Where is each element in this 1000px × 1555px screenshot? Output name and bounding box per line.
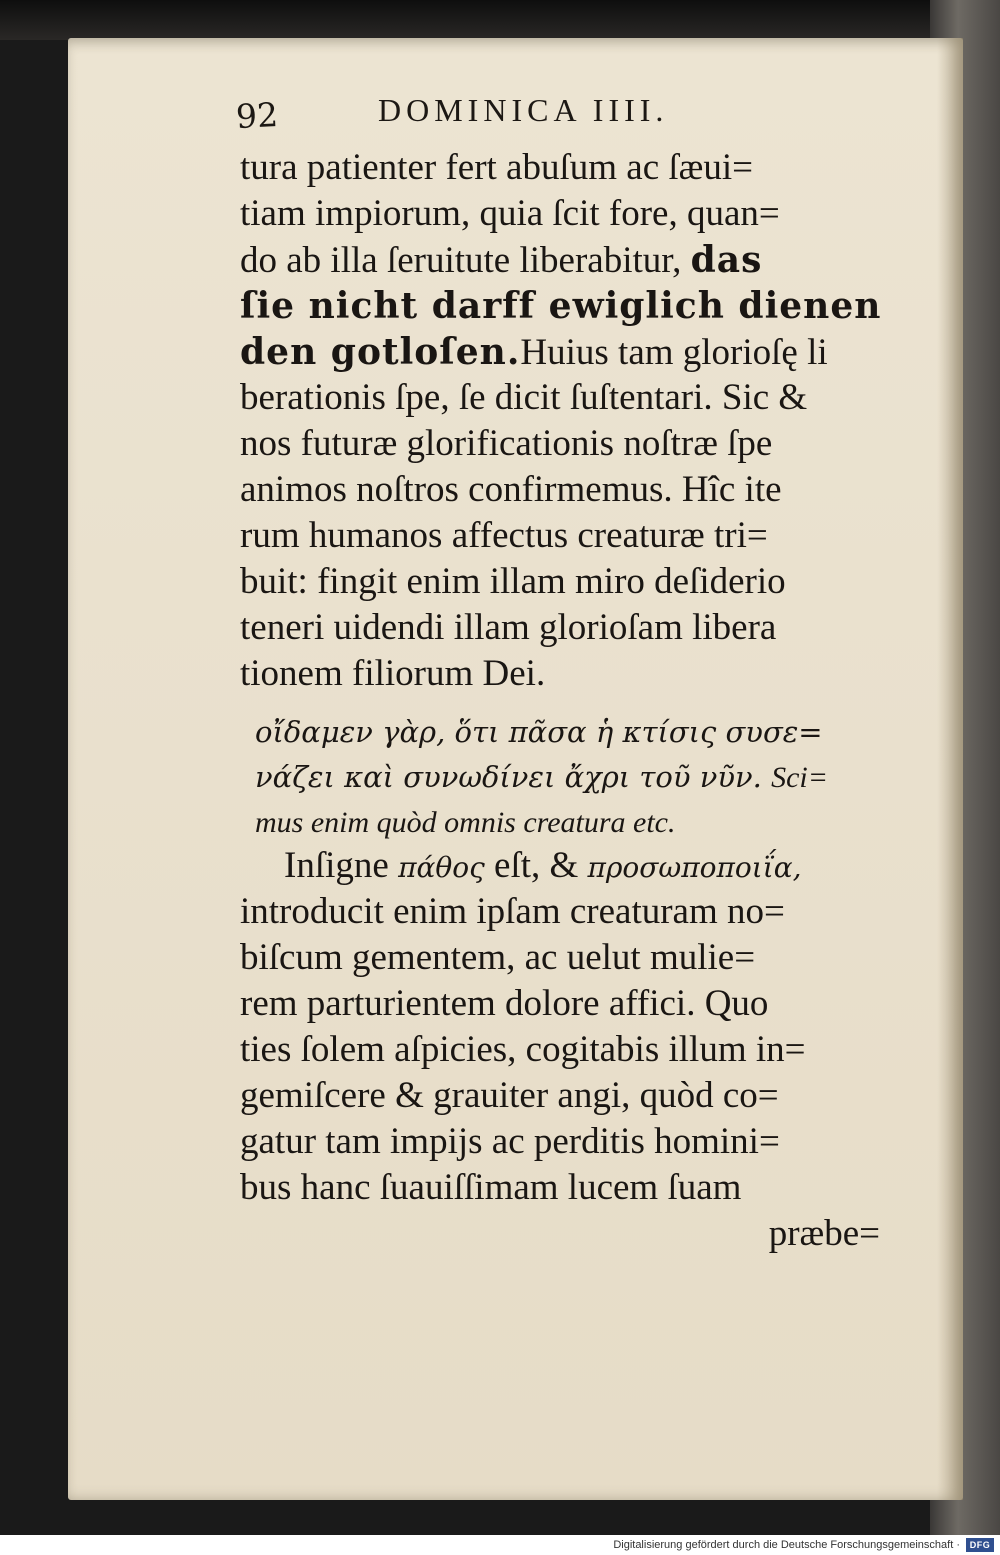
catchword: præbe=	[768, 1213, 880, 1254]
text-line	[240, 237, 880, 283]
page-number: 92	[235, 94, 279, 137]
text-line: introducit enim ipſam creaturam no=	[240, 891, 785, 932]
greek-quotation	[255, 710, 875, 845]
text-line: tura patienter fert abuſum ac ſæui=	[240, 147, 753, 188]
text-line-indented	[240, 843, 880, 889]
text-line: rum humanos affectus creaturæ tri=	[240, 515, 768, 556]
latin-segment: Inſigne	[284, 845, 399, 886]
greek-segment: πάθος	[398, 851, 485, 884]
greek-line: οἴδαμεν γὰρ, ὅτι πᾶσα ἡ κτίσις συσε=	[255, 715, 823, 749]
greek-segment: νάζει καὶ συνωδίνει ἄχρι τοῦ νῦν.	[255, 760, 772, 794]
text-line: bus hanc ſuauiſſimam lucem ſuam	[240, 1167, 742, 1208]
text-line: biſcum gementem, ac uelut mulie=	[240, 937, 756, 978]
text-line: animos noſtros confirmemus. Hîc ite	[240, 469, 782, 510]
body-text-block-2	[240, 843, 880, 1257]
text-line-fraktur: ſie nicht darff ewiglich dienen	[240, 285, 882, 327]
running-head-title: DOMINICA IIII.	[378, 92, 669, 128]
latin-segment: do ab illa ſeruitute liberabitur,	[240, 240, 691, 281]
funding-credit: Digitalisierung gefördert durch die Deutsche Forschungsgemeinschaft ·	[613, 1539, 960, 1551]
greek-segment: προσωποποιΐα,	[587, 851, 802, 884]
text-line: tiam impiorum, quia ſcit fore, quan=	[240, 193, 780, 234]
text-line: gemiſcere & grauiter angi, quòd co=	[240, 1075, 779, 1116]
fraktur-segment: das	[690, 239, 763, 281]
text-line: tionem filiorum Dei.	[240, 653, 546, 694]
latin-italic-segment: Sci=	[771, 761, 828, 794]
text-line: ties ſolem aſpicies, cogitabis illum in=	[240, 1029, 806, 1070]
latin-italic-line: mus enim quòd omnis creatura etc.	[255, 806, 676, 839]
text-line	[240, 329, 880, 375]
text-line: teneri uidendi illam glorioſam libera	[240, 607, 777, 648]
page-spine-shadow	[937, 38, 963, 1500]
latin-segment: Huius tam glorioſę li	[520, 332, 828, 373]
scan-top-edge	[0, 0, 1000, 40]
fraktur-segment: den gotloſen.	[240, 331, 521, 373]
text-line: nos futuræ glorificationis noſtræ ſpe	[240, 423, 773, 464]
latin-segment: eſt, &	[484, 845, 588, 886]
text-line: berationis ſpe, ſe dicit ſuſtentari. Sic &	[240, 377, 808, 418]
greek-line	[255, 755, 875, 800]
dfg-logo: DFG	[966, 1538, 994, 1552]
text-line: gatur tam impijs ac perditis homini=	[240, 1121, 780, 1162]
text-line: buit: fingit enim illam miro deſiderio	[240, 561, 786, 602]
body-text-block-1	[240, 145, 880, 697]
text-line: rem parturientem dolore affici. Quo	[240, 983, 769, 1024]
